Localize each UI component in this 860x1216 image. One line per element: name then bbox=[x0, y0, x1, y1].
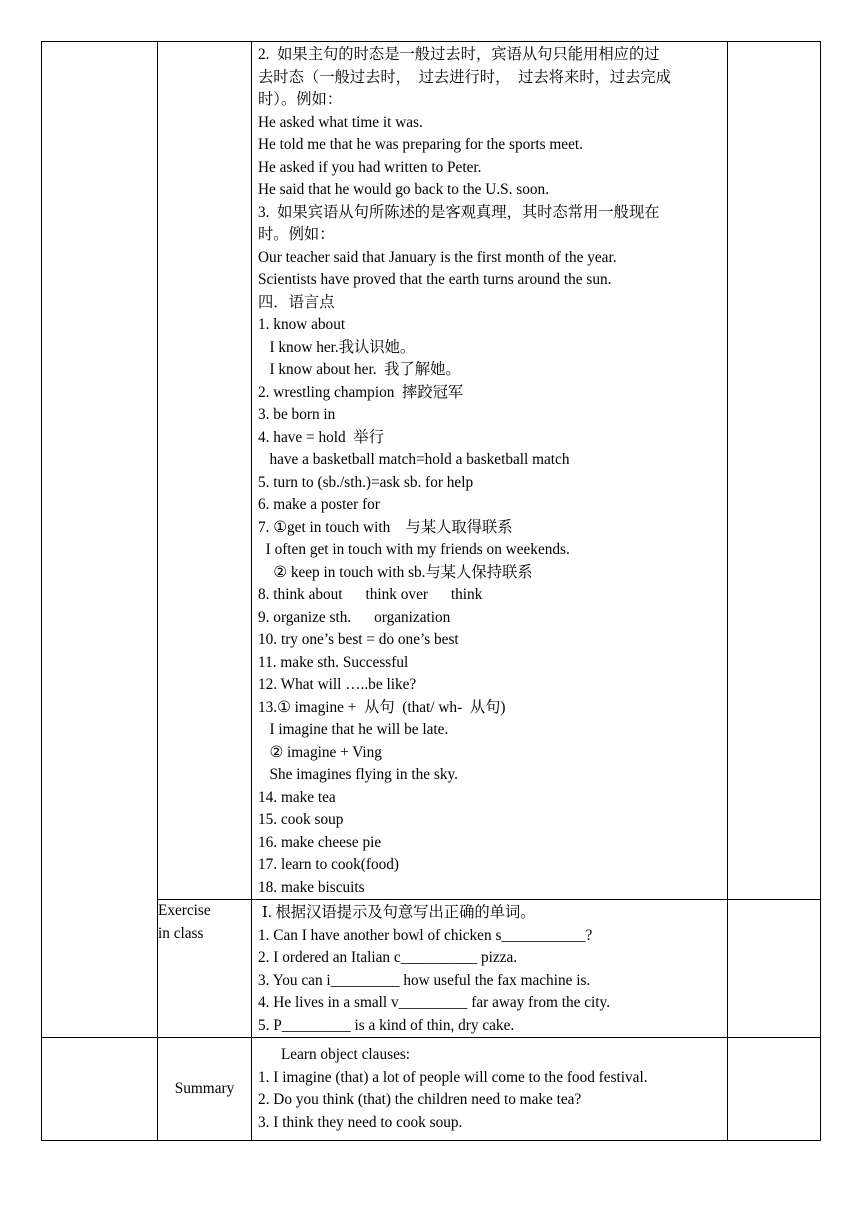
text-line: 6. make a poster for bbox=[258, 496, 380, 513]
text-line: 11. make sth. Successful bbox=[258, 653, 409, 671]
text-line: 2. 如果主句的时态是一般过去时，宾语从句只能用相应的过 bbox=[258, 46, 660, 63]
empty-cell bbox=[158, 42, 252, 900]
empty-cell bbox=[42, 1038, 158, 1141]
text-line: 7. ①get in touch with 与某人取得联系 bbox=[258, 518, 513, 536]
exercise-line: 2. I ordered an Italian c__________ pizza. bbox=[258, 949, 518, 966]
empty-cell bbox=[728, 900, 821, 1038]
exercise-cell bbox=[252, 900, 728, 1038]
text-line: ② imagine + Ving bbox=[258, 743, 382, 761]
table-row bbox=[42, 1038, 821, 1141]
text-line: She imagines flying in the sky. bbox=[258, 766, 458, 783]
text-line: 2. wrestling champion 摔跤冠军 bbox=[258, 383, 464, 401]
text-line: 去时态（一般过去时， 过去进行时， 过去将来时，过去完成 bbox=[258, 68, 672, 86]
text-line: I know her.我认识她。 bbox=[258, 338, 416, 356]
empty-cell bbox=[42, 42, 158, 1038]
text-line: 4. have = hold 举行 bbox=[258, 428, 384, 446]
exercise-line: Ⅰ. 根据汉语提示及句意写出正确的单词。 bbox=[258, 904, 536, 921]
text-line: 3. be born in bbox=[258, 406, 336, 423]
text-line: 17. learn to cook(food) bbox=[258, 856, 400, 873]
grammar-notes-cell bbox=[252, 42, 728, 900]
text-line: 四．语言点 bbox=[258, 293, 335, 311]
empty-cell bbox=[728, 1038, 821, 1141]
exercise-line: 5. P_________ is a kind of thin, dry cake. bbox=[258, 1016, 515, 1034]
summary-line: Learn object clauses: bbox=[258, 1046, 411, 1063]
exercise-line: 3. You can i_________ how useful the fax machine is. bbox=[258, 971, 591, 989]
text-line: 16. make cheese pie bbox=[258, 833, 382, 851]
table-row bbox=[42, 900, 821, 1038]
text-line: He told me that he was preparing for the sports meet. bbox=[258, 136, 583, 153]
empty-cell bbox=[728, 42, 821, 900]
lesson-plan-table bbox=[41, 41, 821, 1141]
text-line: Scientists have proved that the earth turns around the sun. bbox=[258, 271, 612, 288]
text-line: 9. organize sth. organization bbox=[258, 608, 451, 626]
text-line: 3. 如果宾语从句所陈述的是客观真理，其时态常用一般现在 bbox=[258, 203, 660, 221]
text-line: have a basketball match=hold a basketball match bbox=[258, 451, 570, 468]
text-line: I often get in touch with my friends on weekends. bbox=[258, 541, 570, 558]
text-line: He asked if you had written to Peter. bbox=[258, 158, 482, 176]
text-line: 12. What will …..be like? bbox=[258, 676, 417, 693]
text-line: He asked what time it was. bbox=[258, 113, 423, 131]
text-line: 18. make biscuits bbox=[258, 878, 365, 896]
summary-content bbox=[252, 1038, 727, 1140]
summary-line: 2. Do you think (that) the children need to make tea? bbox=[258, 1091, 582, 1108]
grammar-notes bbox=[252, 42, 727, 899]
text-line: ② keep in touch with sb.与某人保持联系 bbox=[258, 563, 533, 581]
text-line: 14. make tea bbox=[258, 788, 336, 806]
text-line: 1. know about bbox=[258, 316, 346, 333]
table-row bbox=[42, 42, 821, 900]
text-line: 时）。例如： bbox=[258, 91, 343, 108]
text-line: I know about her. 我了解她。 bbox=[258, 361, 461, 378]
exercise-label-line1: Exercise bbox=[158, 902, 211, 919]
text-line: 时。例如： bbox=[258, 226, 335, 243]
summary-line: 3. I think they need to cook soup. bbox=[258, 1113, 463, 1131]
summary-label: Summary bbox=[158, 1038, 252, 1141]
exercise-line: 4. He lives in a small v_________ far away from the city. bbox=[258, 994, 611, 1011]
text-line: 13.① imagine + 从句 (that/ wh- 从句) bbox=[258, 698, 506, 716]
summary-line: 1. I imagine (that) a lot of people will come to the food festival. bbox=[258, 1068, 648, 1086]
text-line: I imagine that he will be late. bbox=[258, 721, 449, 738]
text-line: Our teacher said that January is the first month of the year. bbox=[258, 248, 617, 266]
exercise-line: 1. Can I have another bowl of chicken s___________? bbox=[258, 926, 593, 944]
text-line: 5. turn to (sb./sth.)=ask sb. for help bbox=[258, 473, 474, 491]
summary-cell bbox=[252, 1038, 728, 1141]
exercise-label-line2: in class bbox=[158, 924, 204, 942]
text-line: 8. think about think over think bbox=[258, 586, 483, 603]
exercise-content bbox=[252, 900, 727, 1037]
text-line: 10. try one’s best = do one’s best bbox=[258, 631, 459, 648]
exercise-label bbox=[158, 900, 252, 1038]
text-line: He said that he would go back to the U.S. soon. bbox=[258, 181, 550, 198]
text-line: 15. cook soup bbox=[258, 811, 344, 828]
